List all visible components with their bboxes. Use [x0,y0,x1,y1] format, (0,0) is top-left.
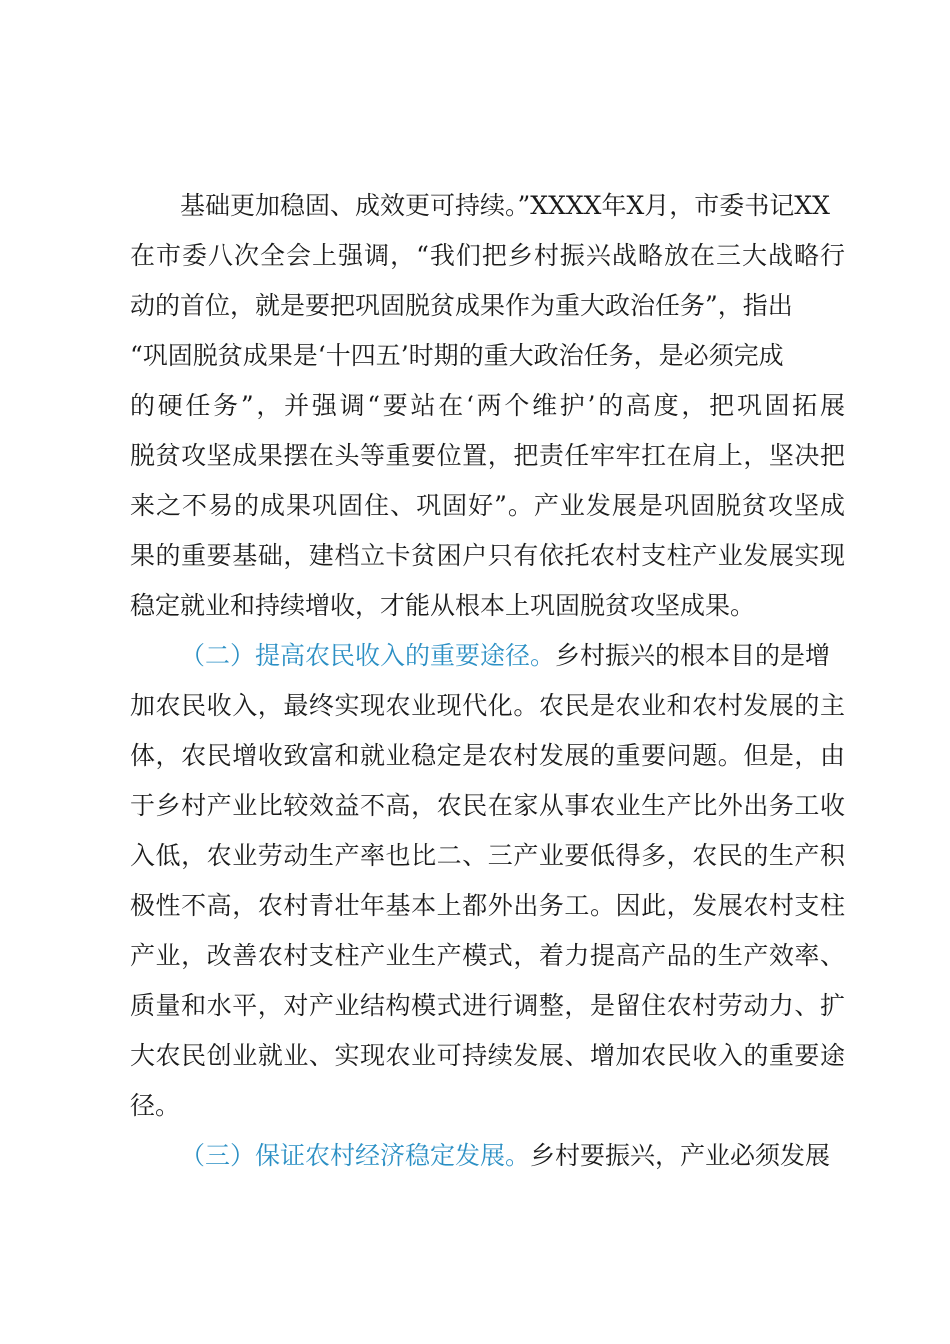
paragraph-line: 于乡村产业比较效益不高，农民在家从事农业生产比外出务工收 [130,791,845,820]
paragraph-line: 径。 [130,1091,181,1120]
paragraph-line: 在市委八次全会上强调，“我们把乡村振兴战略放在三大战略行 [130,241,845,270]
section-3-first-line-text: 乡村要振兴，产业必须发展 [530,1141,831,1170]
paragraph-line: 大农民创业就业、实现农业可持续发展、增加农民收入的重要途 [130,1041,845,1070]
paragraph-line: 加农民收入，最终实现农业现代化。农民是农业和农村发展的主 [130,691,845,720]
paragraph-line: 质量和水平，对产业结构模式进行调整，是留住农村劳动力、扩 [130,991,845,1020]
section-2-heading: （二）提高农民收入的重要途径。 [180,641,556,670]
section-3-heading: （三）保证农村经济稳定发展。 [180,1141,531,1170]
paragraph-line: 极性不高，农村青壮年基本上都外出务工。因此，发展农村支柱 [130,891,845,920]
paragraph-line: “巩固脱贫成果是‘十四五’时期的重大政治任务，是必须完成 [130,341,784,370]
paragraph-line: 脱贫攻坚成果摆在头等重要位置，把责任牢牢扛在肩上，坚决把 [130,441,845,470]
section-3-first-line [180,1136,845,1176]
paragraph-line: 入低，农业劳动生产率也比二、三产业要低得多，农民的生产积 [130,841,845,870]
paragraph-line: 动的首位，就是要把巩固脱贫成果作为重大政治任务”，指出 [130,291,793,320]
section-2-first-line [180,636,845,676]
paragraph-line: 的硬任务”，并强调“要站在‘两个维护’的高度，把巩固拓展 [130,391,845,420]
paragraph-line: 稳定就业和持续增收，才能从根本上巩固脱贫攻坚成果。 [130,591,756,620]
paragraph-line: 来之不易的成果巩固住、巩固好”。产业发展是巩固脱贫攻坚成 [130,491,845,520]
paragraph-line: 产业，改善农村支柱产业生产模式，着力提高产品的生产效率、 [130,941,845,970]
paragraph-line: 基础更加稳固、成效更可持续。”XXXX年X月，市委书记XX [180,191,830,220]
section-2-first-line-text: 乡村振兴的根本目的是增 [555,641,831,670]
paragraph-line: 体，农民增收致富和就业稳定是农村发展的重要问题。但是，由 [130,741,845,770]
paragraph-line: 果的重要基础，建档立卡贫困户只有依托农村支柱产业发展实现 [130,541,845,570]
